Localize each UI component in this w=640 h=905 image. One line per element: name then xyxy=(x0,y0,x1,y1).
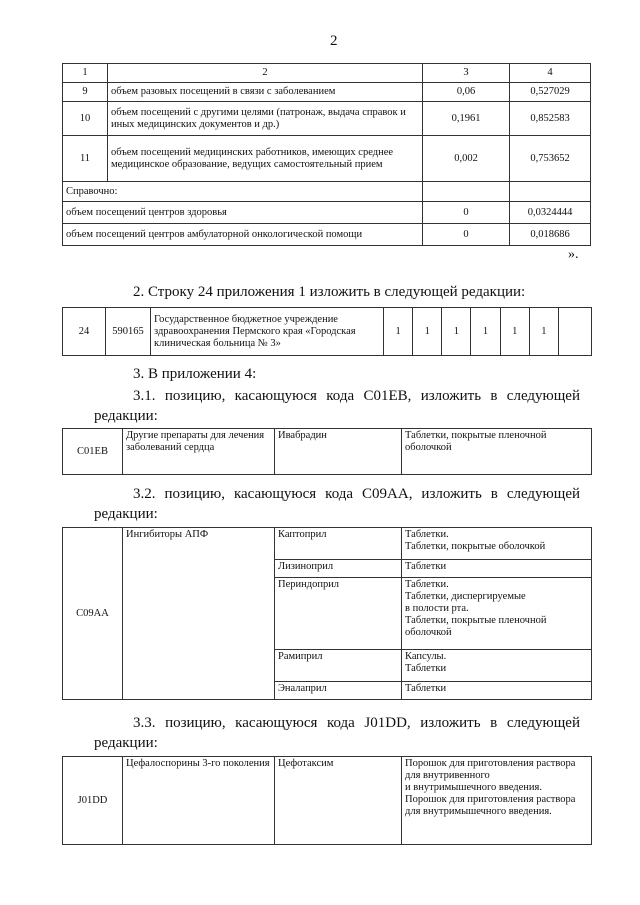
drug-form: Порошок для приготовления раствора для внутривенного и внутримышечного введения. Порошок для приготовления раствора для внутримышечного введения. xyxy=(402,757,592,845)
table-row xyxy=(63,224,591,246)
atc-code: C01EB xyxy=(63,429,123,475)
row-text: объем посещений с другими целями (патронаж, выдача справок и иных медицинских документов и др.) xyxy=(108,102,423,136)
header-cell: 1 xyxy=(63,64,108,83)
paragraph-3-3: 3.3. позицию, касающуюся кода J01DD, изложить в следующей xyxy=(133,715,580,731)
drug-name: Рамиприл xyxy=(275,650,402,682)
page-number: 2 xyxy=(330,33,338,49)
flag-cell: 1 xyxy=(413,308,442,356)
table-row xyxy=(63,202,591,224)
row-number: 11 xyxy=(63,136,108,182)
drug-group: Ингибиторы АПФ xyxy=(123,528,275,700)
row-value-1: 0 xyxy=(423,224,510,246)
paragraph-3-2-cont: редакции: xyxy=(94,506,158,522)
row-value-1: 0,002 xyxy=(423,136,510,182)
row-value-1: 0,1961 xyxy=(423,102,510,136)
row-text: объем посещений центров здоровья xyxy=(63,202,423,224)
drug-table-c01eb xyxy=(62,428,592,475)
drug-form: Таблетки. Таблетки, покрытые оболочкой xyxy=(402,528,592,560)
atc-code: J01DD xyxy=(63,757,123,845)
drug-table-j01dd xyxy=(62,756,592,845)
paragraph-3-2: 3.2. позицию, касающуюся кода C09AA, изложить в следующей xyxy=(133,486,580,502)
row-number: 10 xyxy=(63,102,108,136)
flag-cell: 1 xyxy=(442,308,471,356)
drug-group: Цефалоспорины 3-го поколения xyxy=(123,757,275,845)
reference-row xyxy=(63,182,591,202)
paragraph-2: 2. Строку 24 приложения 1 изложить в следующей редакции: xyxy=(133,284,526,300)
drug-form: Таблетки. Таблетки, диспергируемые в полости рта. Таблетки, покрытые пленочной оболочкой xyxy=(402,578,592,650)
closing-quote: ». xyxy=(568,247,579,262)
row-value-2: 0,018686 xyxy=(510,224,591,246)
flag-cell: 1 xyxy=(529,308,558,356)
volume-table xyxy=(62,63,591,246)
flag-cell: 1 xyxy=(500,308,529,356)
drug-form: Таблетки, покрытые пленочной оболочкой xyxy=(402,429,592,475)
flag-cell: 1 xyxy=(384,308,413,356)
paragraph-3-3-cont: редакции: xyxy=(94,735,158,751)
drug-group: Другие препараты для лечения заболеваний сердца xyxy=(123,429,275,475)
table-row xyxy=(63,757,592,845)
drug-name: Лизиноприл xyxy=(275,560,402,578)
drug-name: Цефотаксим xyxy=(275,757,402,845)
drug-form: Таблетки xyxy=(402,560,592,578)
drug-name: Периндоприл xyxy=(275,578,402,650)
table-row xyxy=(63,429,592,475)
table-row xyxy=(63,136,591,182)
drug-name: Эналаприл xyxy=(275,682,402,700)
drug-name: Каптоприл xyxy=(275,528,402,560)
paragraph-3-1-cont: редакции: xyxy=(94,408,158,424)
drug-table-c09aa xyxy=(62,527,592,700)
row-value-1: 0 xyxy=(423,202,510,224)
table-row xyxy=(63,83,591,102)
row-text: объем посещений центров амбулаторной онкологической помощи xyxy=(63,224,423,246)
hospital-table xyxy=(62,307,592,356)
row-value-1: 0,06 xyxy=(423,83,510,102)
org-code: 590165 xyxy=(106,308,151,356)
table-header-row xyxy=(63,64,591,83)
drug-form: Капсулы. Таблетки xyxy=(402,650,592,682)
reference-label: Справочно: xyxy=(63,182,423,202)
row-number: 9 xyxy=(63,83,108,102)
row-text: объем посещений медицинских работников, имеющих среднее медицинское образование, ведущих самостоятельный прием xyxy=(108,136,423,182)
row-value-2: 0,0324444 xyxy=(510,202,591,224)
header-cell: 3 xyxy=(423,64,510,83)
row-number: 24 xyxy=(63,308,106,356)
header-cell: 2 xyxy=(108,64,423,83)
table-row xyxy=(63,308,592,356)
drug-name: Ивабрадин xyxy=(275,429,402,475)
row-value-2: 0,527029 xyxy=(510,83,591,102)
row-value-2: 0,852583 xyxy=(510,102,591,136)
row-value-2: 0,753652 xyxy=(510,136,591,182)
atc-code: C09AA xyxy=(63,528,123,700)
table-row xyxy=(63,528,592,560)
header-cell: 4 xyxy=(510,64,591,83)
paragraph-3-1: 3.1. позицию, касающуюся кода C01EB, изложить в следующей xyxy=(133,388,580,404)
flag-cell: 1 xyxy=(471,308,500,356)
org-name: Государственное бюджетное учреждение здравоохранения Пермского края «Городская клиническая больница № 3» xyxy=(151,308,384,356)
row-text: объем разовых посещений в связи с заболеванием xyxy=(108,83,423,102)
paragraph-3: 3. В приложении 4: xyxy=(133,366,257,382)
table-row xyxy=(63,102,591,136)
drug-form: Таблетки xyxy=(402,682,592,700)
